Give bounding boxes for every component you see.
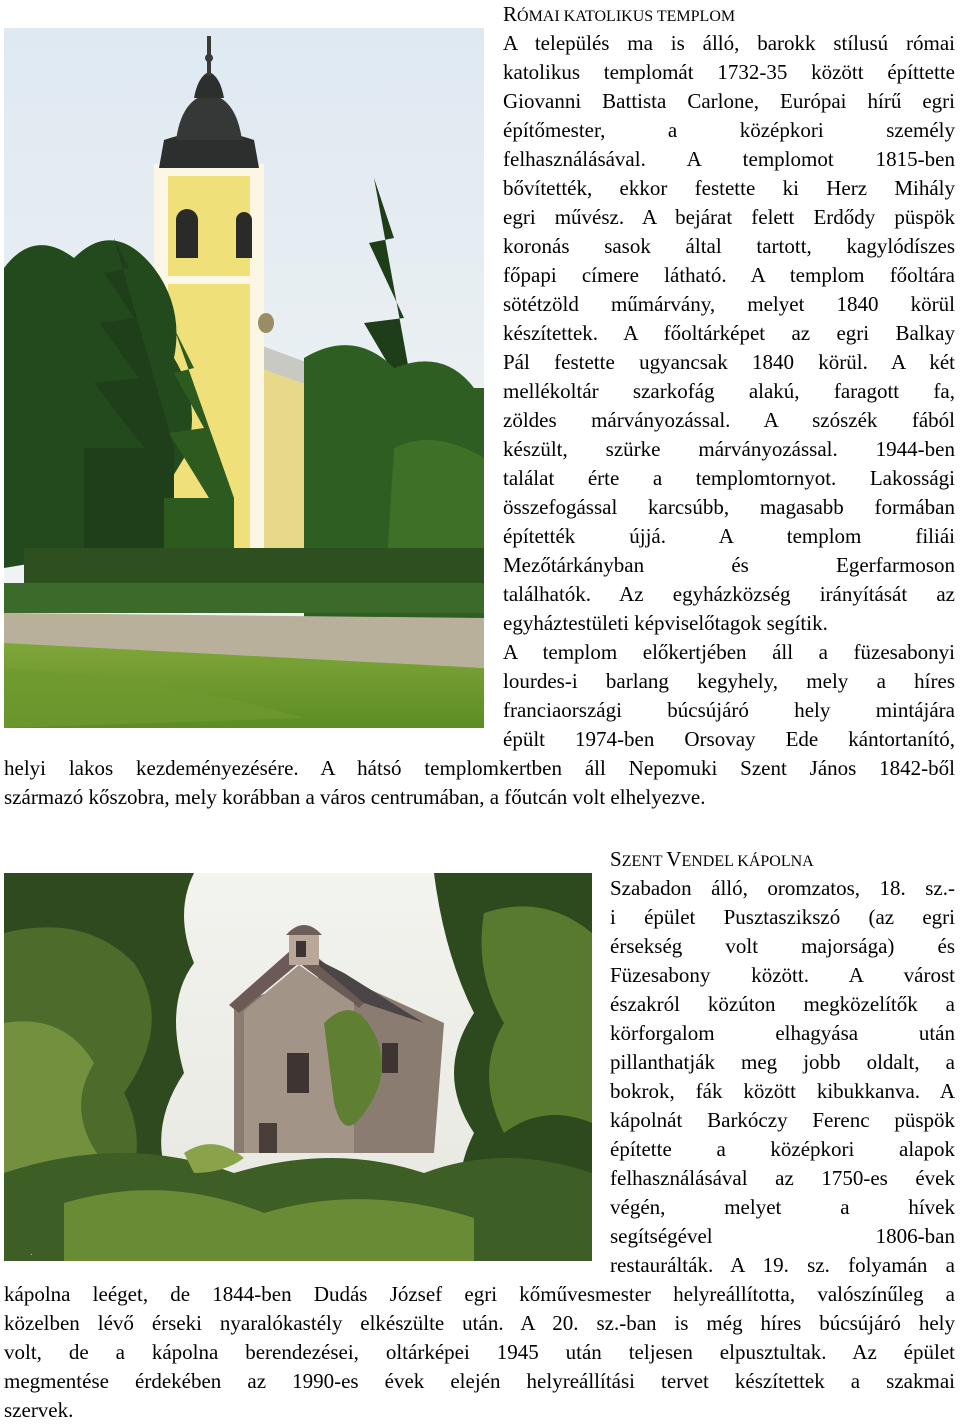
text-line: zöldes márványozással. A szószék fából: [503, 408, 955, 432]
text-line: kápolnát Barkóczy Ferenc püspök: [610, 1108, 955, 1132]
heading-initial: R: [503, 2, 518, 26]
text-line: készült, szürke márványozással. 1944-ben: [503, 437, 955, 461]
church-photo: [4, 28, 484, 728]
text-line: katolikus templomát 1732-35 között építtette: [503, 60, 955, 84]
text-line: pillanthatják meg jobb oldalt, a: [610, 1050, 955, 1074]
heading-rest: ÓMAI KATOLIKUS TEMPLOM: [517, 8, 736, 25]
text-line: lourdes-i barlang kegyhely, mely a híres: [503, 669, 955, 693]
text-line: franciaországi búcsújáró hely mintájára: [503, 698, 955, 722]
text-line: találhatók. Az egyházközség irányítását az: [503, 582, 955, 606]
text-line: építették újjá. A templom filiái: [503, 524, 955, 548]
text-line: Füzesabony között. A várost: [610, 963, 955, 987]
heading-initial-s: S: [610, 847, 622, 871]
text-line: érsekség volt majorsága) és: [610, 934, 955, 958]
heading-zent: ZENT: [621, 853, 667, 870]
text-line: volt, de a kápolna berendezései, oltárképei 1945 után teljesen elpusztultak. Az épület: [4, 1340, 955, 1364]
text-line: készítettek. A főoltárképet az egri Balkay: [503, 321, 955, 345]
text-line: építőmester, a középkori személy: [503, 118, 955, 142]
text-line: felhasználásával az 1750-es évek: [610, 1166, 955, 1190]
text-line: A templom előkertjében áll a füzesabonyi: [503, 640, 955, 664]
text-line: összefogással karcsúbb, magasabb formában: [503, 495, 955, 519]
text-line: északról közúton megközelítők a: [610, 992, 955, 1016]
text-line: épült 1974-ben Orsovay Ede kántortanító,: [503, 727, 955, 751]
text-line: felhasználásával. A templomot 1815-ben: [503, 147, 955, 171]
text-line: segítségével 1806-ban: [610, 1224, 955, 1248]
text-line: főpapi címere látható. A templom főoltára: [503, 263, 955, 287]
svg-text:.: .: [30, 1247, 33, 1258]
text-line: bővítették, ekkor festette ki Herz Mihály: [503, 176, 955, 200]
text-line: A település ma is álló, barokk stílusú római: [503, 31, 955, 55]
section2-heading: [610, 845, 814, 876]
text-line: Giovanni Battista Carlone, Európai hírű egri: [503, 89, 955, 113]
text-line: végén, melyet a hívek: [610, 1195, 955, 1219]
text-line: kápolna leéget, de 1844-ben Dudás József egri kőművesmester helyreállította, valószínűleg a: [4, 1282, 955, 1306]
text-line: Mezőtárkányban és Egerfarmoson: [503, 553, 955, 577]
text-line: helyi lakos kezdeményezésére. A hátsó templomkertben áll Nepomuki Szent János 1842-ből: [4, 756, 955, 780]
text-line: mellékoltár szarkofág alakú, faragott fa,: [503, 379, 955, 403]
text-line: építette a középkori alapok: [610, 1137, 955, 1161]
text-line: találat érte a templomtornyot. Lakossági: [503, 466, 955, 490]
text-line: Pál festette ugyancsak 1840 körül. A két: [503, 350, 955, 374]
section1-heading: [503, 0, 735, 31]
text-line: közelben lévő érseki nyaralókastély elkészülte után. A 20. sz.-ban is még híres búcsújáró hely: [4, 1311, 955, 1335]
text-line: körforgalom elhagyása után: [610, 1021, 955, 1045]
text-line: restaurálták. A 19. sz. folyamán a: [610, 1253, 955, 1277]
text-line: bokrok, fák között kibukkanva. A: [610, 1079, 955, 1103]
text-line: Szabadon álló, oromzatos, 18. sz.-: [610, 876, 955, 900]
heading-initial-v: V: [666, 847, 682, 871]
heading-rest: ENDEL KÁPOLNA: [681, 853, 814, 870]
text-line: i épület Pusztaszikszó (az egri: [610, 905, 955, 929]
chapel-photo: [4, 873, 592, 1261]
text-line: származó kőszobra, mely korábban a város centrumában, a főutcán volt elhelyezve.: [4, 785, 706, 809]
text-line: megmentése érdekében az 1990-es évek elején helyreállítási tervet készítettek a szakmai: [4, 1369, 955, 1393]
text-line: sötétzöld műmárvány, melyet 1840 körül: [503, 292, 955, 316]
text-line: egri művész. A bejárat felett Erdődy püspök: [503, 205, 955, 229]
text-line: szervek.: [4, 1398, 74, 1422]
text-line: egyháztestületi képviselőtagok segítik.: [503, 611, 828, 635]
text-line: koronás sasok által tartott, kagylódíszes: [503, 234, 955, 258]
